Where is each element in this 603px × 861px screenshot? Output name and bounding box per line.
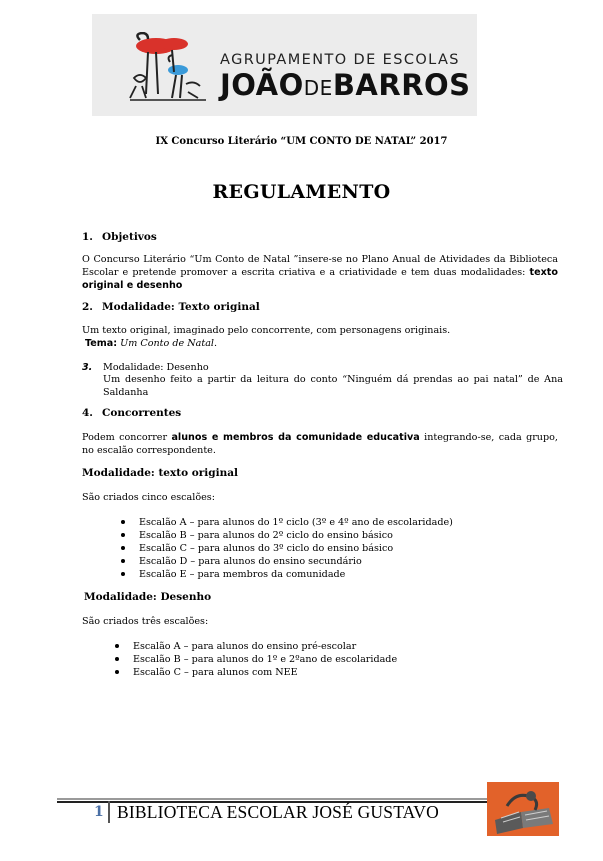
section-text-desenho: Um desenho feito a partir da leitura do conto “Ninguém dá prendas ao pai natal” de Ana Saldanha	[103, 374, 563, 398]
list-item: Escalão B – para alunos do 1º e 2ºano de escolaridade	[133, 653, 397, 666]
theme-line: Tema: Um Conto de Natal.	[85, 338, 218, 349]
section-text-texto-original: Um texto original, imaginado pelo concorrente, com personagens originais.	[82, 325, 451, 336]
logo-line-school-name: JOÃODEBARROS	[220, 68, 471, 102]
list-item: Escalão A – para alunos do ensino pré-escolar	[133, 640, 397, 653]
escaloes-list-desenho	[133, 640, 397, 679]
page-number: 1	[94, 804, 104, 820]
footer-rule	[57, 798, 488, 800]
subheading-desenho: Modalidade: Desenho	[84, 591, 212, 603]
escaloes-intro-desenho: São criados três escalões:	[82, 616, 209, 627]
list-item: Escalão E – para membros da comunidade	[139, 568, 453, 581]
page-title: REGULAMENTO	[212, 181, 391, 203]
section-heading-texto-original: 2. Modalidade: Texto original	[82, 301, 260, 313]
footer-library-name: BIBLIOTECA ESCOLAR JOSÉ GUSTAVO	[117, 802, 439, 822]
section-heading-objetivos: 1. Objetivos	[82, 231, 157, 243]
subheading-texto-original: Modalidade: texto original	[82, 467, 239, 479]
footer-divider	[108, 801, 110, 823]
school-logo	[92, 14, 477, 116]
list-item: Escalão C – para alunos com NEE	[133, 666, 397, 679]
section-heading-concorrentes: 4. Concorrentes	[82, 407, 182, 419]
section-heading-desenho: 3. Modalidade: Desenho	[82, 362, 209, 373]
escaloes-list-texto	[139, 516, 453, 581]
logo-line-agrupamento: AGRUPAMENTO DE ESCOLAS	[220, 52, 460, 68]
list-item: Escalão C – para alunos do 3º ciclo do ensino básico	[139, 542, 453, 555]
open-book-icon	[487, 782, 559, 836]
list-item: Escalão D – para alunos do ensino secundário	[139, 555, 453, 568]
section-text-concorrentes: Podem concorrer alunos e membros da comunidade educativa integrando-se, cada grupo, no escalão correspondente.	[82, 432, 558, 456]
list-item: Escalão B – para alunos do 2º ciclo do ensino básico	[139, 529, 453, 542]
escaloes-intro-texto: São criados cinco escalões:	[82, 492, 215, 503]
contest-title: IX Concurso Literário “UM CONTO DE NATAL” 2017	[155, 136, 448, 147]
list-item: Escalão A – para alunos do 1º ciclo (3º e 4º ano de escolaridade)	[139, 516, 453, 529]
section-text-objetivos: O Concurso Literário “Um Conto de Natal ”insere-se no Plano Anual de Atividades da Biblioteca Escolar e pretende promover a escrita criativa e a criatividade e tem duas modalidades: texto original e desenho	[82, 254, 558, 291]
flamingo-logo-icon	[126, 32, 216, 104]
